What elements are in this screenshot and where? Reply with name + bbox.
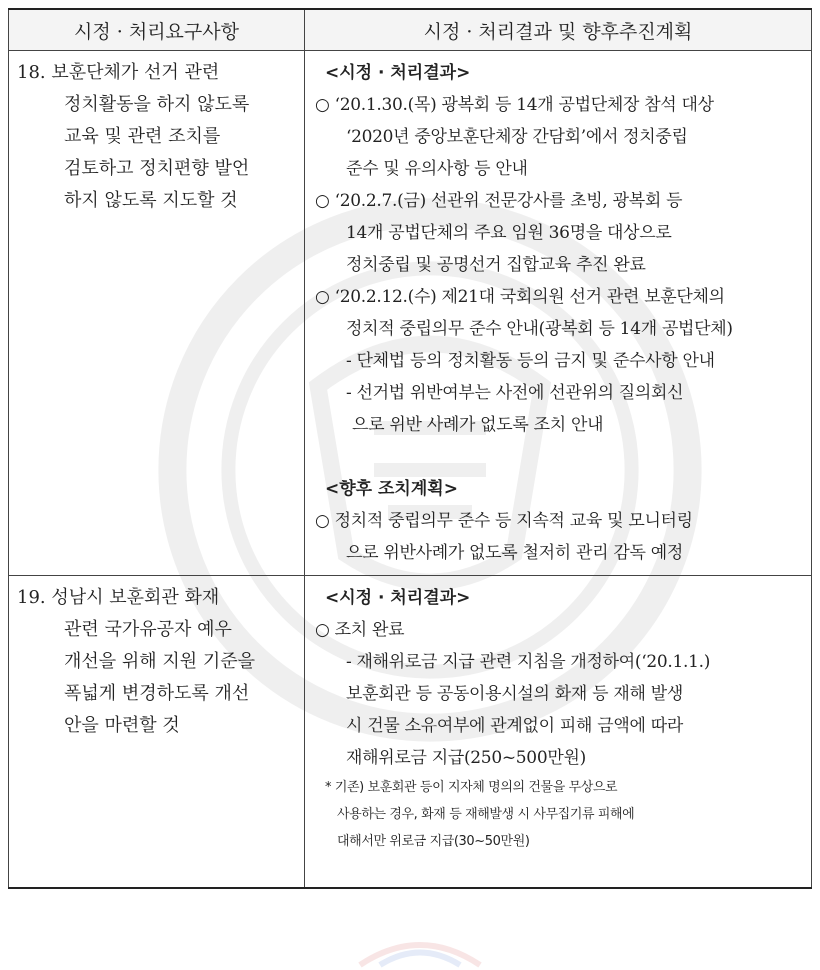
result-line: ○ ‘20.2.12.(수) 제21대 국회의원 선거 관련 보훈단체의 (315, 287, 725, 307)
note-line: 사용하는 경우, 화재 등 재해발생 시 사무집기류 피해에 (337, 807, 635, 822)
result-line: 14개 공법단체의 주요 임원 36명을 대상으로 (346, 223, 672, 243)
result-line: - 선거법 위반여부는 사전에 선관위의 질의회신 (346, 383, 684, 403)
requirement-cell (9, 51, 305, 576)
plan-line: 으로 위반사례가 없도록 철저히 관리 감독 예정 (346, 543, 683, 563)
requirement-line: 개선을 위해 지원 기준을 (64, 651, 256, 672)
flag-watermark-icon (340, 930, 500, 970)
report-table (8, 8, 812, 889)
result-line: 준수 및 유의사항 등 안내 (346, 159, 528, 179)
requirement-line: 18. 보훈단체가 선거 관련 (17, 62, 220, 83)
result-heading: <시정 · 처리결과> (325, 63, 471, 83)
result-line: 정치중립 및 공명선거 집합교육 추진 완료 (346, 255, 646, 275)
requirement-cell (9, 576, 305, 889)
requirement-line: 폭넓게 변경하도록 개선 (64, 683, 250, 704)
requirement-line: 안을 마련할 것 (64, 715, 180, 736)
requirement-line: 하지 않도록 지도할 것 (64, 190, 238, 211)
result-heading: <시정 · 처리결과> (325, 588, 471, 608)
result-cell (305, 51, 812, 576)
note-line: 대해서만 위로금 지급(30~50만원) (337, 834, 530, 849)
cell-spacer (315, 855, 803, 881)
result-line: ‘2020년 중앙보훈단체장 간담회’에서 정치중립 (346, 127, 688, 147)
result-line: 시 건물 소유여부에 관계없이 피해 금액에 따라 (346, 716, 683, 736)
requirement-line: 관련 국가유공자 예우 (64, 619, 232, 640)
result-line: 보훈회관 등 공동이용시설의 화재 등 재해 발생 (346, 684, 683, 704)
requirement-line: 교육 및 관련 조치를 (64, 126, 221, 147)
result-line: ○ 조치 완료 (315, 620, 405, 640)
note-line: * 기존) 보훈회관 등이 지자체 명의의 건물을 무상으로 (325, 780, 618, 795)
plan-heading: <향후 조치계획> (325, 479, 458, 499)
header-requirement: 시정 · 처리요구사항 (9, 9, 305, 51)
result-line: 정치적 중립의무 준수 안내(광복회 등 14개 공법단체) (346, 319, 733, 339)
header-row (9, 9, 812, 51)
table-row (9, 576, 812, 889)
result-line: - 재해위로금 지급 관련 지침을 개정하여(‘20.1.1.) (346, 652, 711, 672)
result-line: ○ ‘20.2.7.(금) 선관위 전문강사를 초빙, 광복회 등 (315, 191, 683, 211)
requirement-line: 19. 성남시 보훈회관 화재 (17, 587, 220, 608)
header-result: 시정 · 처리결과 및 향후추진계획 (305, 9, 812, 51)
requirement-line: 정치활동을 하지 않도록 (64, 94, 250, 115)
table-row (9, 51, 812, 576)
requirement-line: 검토하고 정치편향 발언 (64, 158, 250, 179)
result-line: - 단체법 등의 정치활동 등의 금지 및 준수사항 안내 (346, 351, 715, 371)
plan-line: ○ 정치적 중립의무 준수 등 지속적 교육 및 모니터링 (315, 511, 693, 531)
result-line: ○ ‘20.1.30.(목) 광복회 등 14개 공법단체장 참석 대상 (315, 95, 714, 115)
result-cell (305, 576, 812, 889)
result-line: 재해위로금 지급(250~500만원) (346, 748, 586, 768)
result-line: 으로 위반 사례가 없도록 조치 안내 (352, 415, 604, 435)
